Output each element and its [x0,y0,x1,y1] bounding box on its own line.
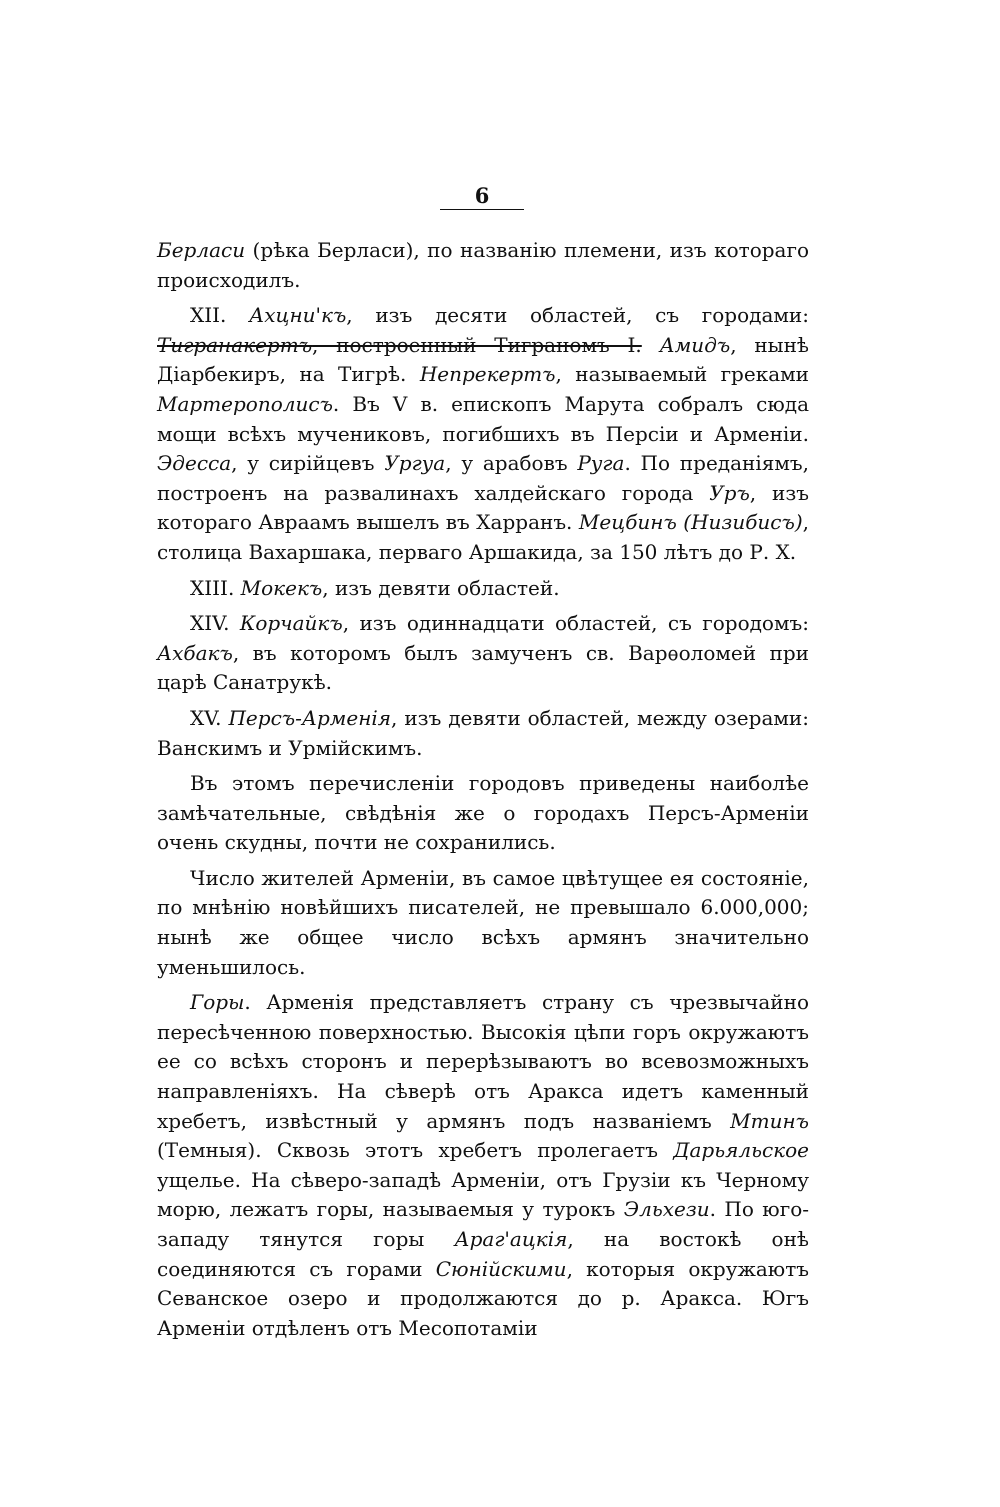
paragraph-p1 [157,236,809,295]
text-run: ущелье. На сѣверо-западѣ Арменіи, отъ Грузіи къ Черному морю, лежатъ горы, называемыя у турокъ [157,1167,809,1222]
text-run: XIV. [190,611,240,636]
paragraph-p8 [157,988,809,1343]
italic-term: Берласи [157,238,246,262]
italic-term: Корчайкъ [239,611,343,636]
italic-term: Уръ [709,480,750,505]
italic-term: Руга [577,451,625,476]
struck-text: Тигранакертъ [157,332,313,357]
text-run: Въ этомъ перечисленіи городовъ приведены наиболѣе замѣчательные, свѣдѣнія же о городахъ Персъ-Арменіи очень скудны, почти не сохранились. [157,771,809,855]
italic-term: Дарьяльское [673,1138,809,1163]
text-run: , у арабовъ [445,451,578,476]
italic-term: Сюнійскими [435,1256,567,1281]
paragraph-p3 [157,574,809,604]
italic-term: Ахцни'къ [249,303,347,328]
page-number-rule [440,209,524,210]
text-run: , изъ одиннадцати областей, съ городомъ: [342,611,809,636]
text-run: , которыя окружаютъ Севанское озеро и продолжаются до р. Аракса. Югъ Арменіи отдѣленъ отъ Месопотаміи [157,1256,809,1340]
text-run: . Арменія представляетъ страну съ чрезвычайно пересѣченною поверхностью. Высокія цѣпи горъ окружаютъ ее со всѣхъ сторонъ и перерѣзываютъ во всевозможныхъ направленіяхъ. На сѣверѣ отъ Аракса идетъ каменный хребетъ, извѣстный у армянъ подъ названіемъ [157,990,809,1133]
paragraph-p5 [157,704,809,763]
text-run: , изъ девяти областей, между озерами: Ванскимъ и Урмійскимъ. [157,705,809,760]
text-run: XV. [190,705,229,730]
italic-term: Мтинъ [730,1108,809,1133]
text-run: (Темныя). Сквозь этотъ хребетъ пролегаетъ [157,1138,674,1163]
text-run: . По юго-западу тянутся горы [157,1197,809,1251]
paragraph-p7 [157,864,809,982]
italic-term: Мокекъ [240,575,323,600]
italic-term: Непрекертъ [419,362,556,387]
italic-term: Амидъ [659,332,731,357]
italic-term: Ургуа [384,451,446,476]
italic-term: Ахбакъ [157,640,233,665]
text-run: XII. [190,303,250,328]
text-run: , у сирійцевъ [231,451,385,476]
text-run: , столица Вахаршака, перваго Аршакида, за 150 лѣтъ до Р. Х. [157,510,809,564]
text-run: Число жителей Арменіи, въ самое цвѣтущее ея состояніе, по мнѣнію новѣйшихъ писателей, не превышало 6.000,000; нынѣ же общее число всѣхъ армянъ значительно уменьшилось. [157,865,809,979]
paragraph-p2 [157,301,809,567]
text-run: (рѣка Берласи), по названію племени, изъ котораго происходилъ. [157,238,809,292]
italic-term: Араг'ацкія [454,1227,568,1251]
paragraph-p6 [157,769,809,858]
text-run [642,333,660,357]
text-run: . Въ V в. епископъ Марута собралъ сюда мощи всѣхъ мучениковъ, погибшихъ въ Персіи и Арменіи. [157,391,809,446]
italic-term: Эльхези [623,1197,710,1222]
body-text [157,236,809,1349]
struck-text: , построенный Тиграномъ I. [312,332,642,357]
italic-term: Персъ-Арменія [228,705,392,730]
italic-term: Мецбинъ (Низибисъ) [578,510,803,535]
text-run: . По преданіямъ, построенъ на развалинахъ халдейскаго города [157,451,809,505]
page-number: 6 [474,183,490,208]
text-run: , называемый греками [555,362,809,387]
italic-term: Мартерополисъ [157,391,333,416]
text-run: , въ которомъ былъ замученъ св. Варѳоломей при царѣ Санатрукѣ. [157,640,809,695]
italic-term: Горы [190,990,245,1015]
text-run: , на востокѣ онѣ соединяются съ горами [157,1227,809,1281]
text-run: , изъ девяти областей. [322,575,560,600]
text-run: , изъ котораго Авраамъ вышелъ въ Харранъ. [157,480,809,535]
paragraph-p4 [157,609,809,698]
text-run: XIII. [190,575,241,600]
text-run: , изъ десяти областей, съ городами: [346,303,809,328]
italic-term: Эдесса [157,451,232,476]
text-run: , нынѣ Діарбекиръ, на Тигрѣ. [157,332,809,387]
